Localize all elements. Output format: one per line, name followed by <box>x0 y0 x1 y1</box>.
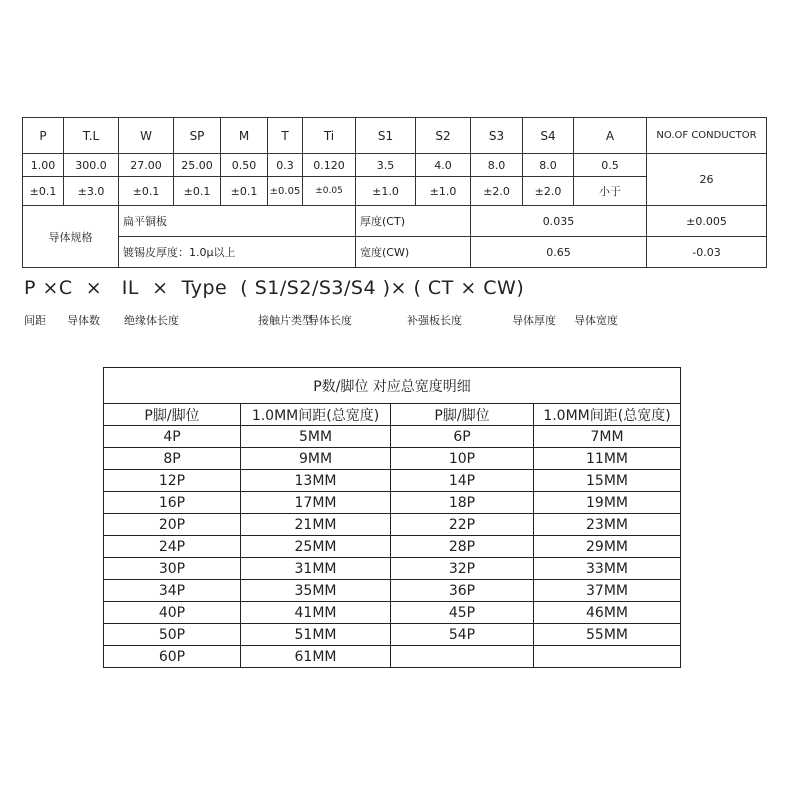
spec-value: 4.0 <box>416 154 471 177</box>
table-cell: 51MM <box>241 624 391 646</box>
spec-header: W <box>119 118 174 154</box>
table-cell: 35MM <box>241 580 391 602</box>
table-cell: 20P <box>104 514 241 536</box>
formula-label: 导体厚度 <box>512 314 556 327</box>
table-cell: 22P <box>391 514 534 536</box>
spec-header: T <box>268 118 303 154</box>
spec-tolerance: ±0.1 <box>174 177 221 206</box>
table-cell: 5MM <box>241 426 391 448</box>
formula-label: 导体长度 <box>308 314 352 327</box>
pin-width-table <box>103 367 681 668</box>
table-cell: 15MM <box>534 470 681 492</box>
table-cell: 23MM <box>534 514 681 536</box>
pin-table-header: 1.0MM间距(总宽度) <box>534 404 681 426</box>
table-cell: 54P <box>391 624 534 646</box>
table-cell <box>391 646 534 668</box>
spec-tolerance: ±3.0 <box>64 177 119 206</box>
spec-value: 0.120 <box>303 154 356 177</box>
spec-tolerance: ±1.0 <box>356 177 416 206</box>
table-cell: 45P <box>391 602 534 624</box>
table-cell: 17MM <box>241 492 391 514</box>
table-cell: 32P <box>391 558 534 580</box>
plating: 镀锡皮厚度：1.0μ以上 <box>119 237 356 268</box>
table-cell: 24P <box>104 536 241 558</box>
table-row <box>104 470 681 492</box>
spec-tolerance: 小于 <box>574 177 647 206</box>
spec-value: 0.5 <box>574 154 647 177</box>
spec-tolerance: ±2.0 <box>523 177 574 206</box>
table-cell: 21MM <box>241 514 391 536</box>
pin-table-title: P数/脚位 对应总宽度明细 <box>104 368 681 404</box>
spec-header: S2 <box>416 118 471 154</box>
spec-header: A <box>574 118 647 154</box>
spec-header: SP <box>174 118 221 154</box>
thickness-label: 厚度(CT) <box>356 206 471 237</box>
spec-value: 8.0 <box>523 154 574 177</box>
thickness-tolerance: ±0.005 <box>647 206 767 237</box>
spec-value: 1.00 <box>23 154 64 177</box>
spec-tolerance: ±0.1 <box>119 177 174 206</box>
spec-table <box>22 117 767 268</box>
spec-value: 300.0 <box>64 154 119 177</box>
table-cell: 40P <box>104 602 241 624</box>
spec-value: 25.00 <box>174 154 221 177</box>
width-tolerance: -0.03 <box>647 237 767 268</box>
spec-header: T.L <box>64 118 119 154</box>
pin-table-header: P脚/脚位 <box>391 404 534 426</box>
table-cell: 19MM <box>534 492 681 514</box>
spec-header: M <box>221 118 268 154</box>
spec-header: Ti <box>303 118 356 154</box>
formula-label: 间距 <box>24 314 46 327</box>
spec-header: S3 <box>471 118 523 154</box>
table-cell: 30P <box>104 558 241 580</box>
table-cell: 11MM <box>534 448 681 470</box>
table-cell: 31MM <box>241 558 391 580</box>
table-cell: 61MM <box>241 646 391 668</box>
table-cell: 41MM <box>241 602 391 624</box>
table-cell: 14P <box>391 470 534 492</box>
formula-label: 补强板长度 <box>407 314 462 327</box>
table-cell: 33MM <box>534 558 681 580</box>
table-cell: 34P <box>104 580 241 602</box>
spec-value: 3.5 <box>356 154 416 177</box>
table-cell: 50P <box>104 624 241 646</box>
material: 扁平铜板 <box>119 206 356 237</box>
table-row <box>104 536 681 558</box>
pin-table-header: 1.0MM间距(总宽度) <box>241 404 391 426</box>
table-row <box>104 602 681 624</box>
table-row <box>104 448 681 470</box>
spec-value: 0.3 <box>268 154 303 177</box>
conductor-count: 26 <box>647 154 767 206</box>
spec-tolerance: ±0.1 <box>23 177 64 206</box>
table-cell: 55MM <box>534 624 681 646</box>
formula-label: 接触片类型 <box>258 314 313 327</box>
table-row <box>104 492 681 514</box>
conductor-spec-label: 导体规格 <box>23 206 119 268</box>
table-cell: 9MM <box>241 448 391 470</box>
table-cell: 10P <box>391 448 534 470</box>
spec-value: 27.00 <box>119 154 174 177</box>
table-cell: 13MM <box>241 470 391 492</box>
table-row <box>104 580 681 602</box>
table-cell: 25MM <box>241 536 391 558</box>
spec-tolerance: ±0.05 <box>303 177 356 206</box>
table-cell: 12P <box>104 470 241 492</box>
table-cell: 6P <box>391 426 534 448</box>
table-cell: 18P <box>391 492 534 514</box>
spec-header: P <box>23 118 64 154</box>
thickness-value: 0.035 <box>471 206 647 237</box>
spec-tolerance: ±0.1 <box>221 177 268 206</box>
table-cell: 46MM <box>534 602 681 624</box>
spec-tolerance: ±1.0 <box>416 177 471 206</box>
table-cell: 60P <box>104 646 241 668</box>
table-cell: 37MM <box>534 580 681 602</box>
table-cell: 36P <box>391 580 534 602</box>
spec-header: S4 <box>523 118 574 154</box>
spec-value: 0.50 <box>221 154 268 177</box>
table-row <box>104 426 681 448</box>
table-cell: 7MM <box>534 426 681 448</box>
spec-tolerance: ±0.05 <box>268 177 303 206</box>
width-label: 宽度(CW) <box>356 237 471 268</box>
table-row <box>104 558 681 580</box>
table-cell <box>534 646 681 668</box>
width-value: 0.65 <box>471 237 647 268</box>
table-cell: 4P <box>104 426 241 448</box>
table-row <box>104 514 681 536</box>
spec-header: S1 <box>356 118 416 154</box>
table-row <box>104 624 681 646</box>
formula-label: 导体数 <box>67 314 100 327</box>
spec-tolerance: ±2.0 <box>471 177 523 206</box>
table-cell: 8P <box>104 448 241 470</box>
spec-header: NO.OF CONDUCTOR <box>647 118 767 154</box>
table-cell: 16P <box>104 492 241 514</box>
formula-label: 绝缘体长度 <box>124 314 179 327</box>
spec-value: 8.0 <box>471 154 523 177</box>
part-number-formula: P ×C × IL × Type ( S1/S2/S3/S4 )× ( CT × CW) <box>24 277 525 299</box>
pin-table-header: P脚/脚位 <box>104 404 241 426</box>
table-row <box>104 646 681 668</box>
table-cell: 28P <box>391 536 534 558</box>
table-cell: 29MM <box>534 536 681 558</box>
formula-label: 导体宽度 <box>574 314 618 327</box>
